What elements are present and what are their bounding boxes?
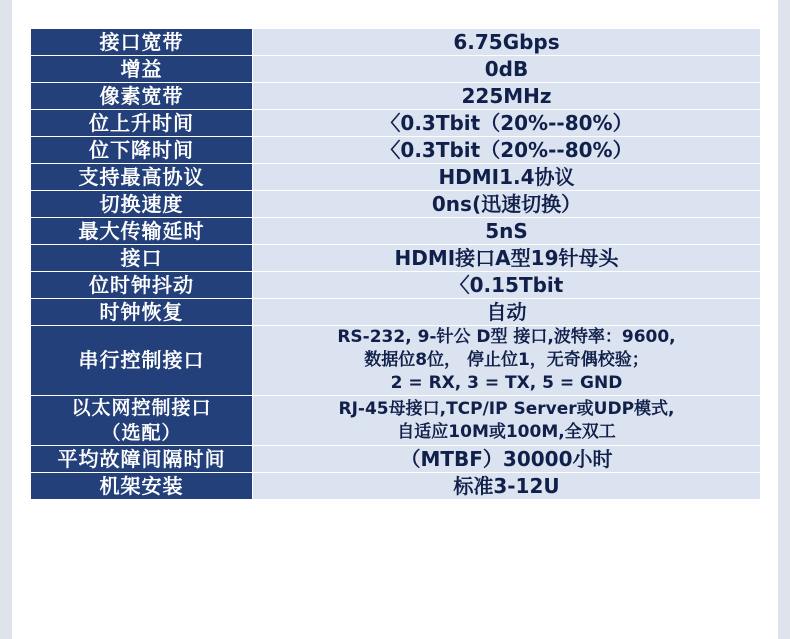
spec-value-cell [253, 473, 761, 500]
spec-value-cell [253, 326, 761, 396]
spec-value-line: RS-232, 9-针公 D型 接口,波特率：9600, [337, 327, 676, 347]
spec-label-cell [31, 395, 253, 445]
spec-label-cell [31, 326, 253, 396]
spec-value-cell [253, 446, 761, 473]
spec-label-line: （选配） [101, 421, 182, 444]
spec-value-cell [253, 272, 761, 299]
spec-table-body [31, 29, 761, 500]
table-row [31, 326, 761, 396]
table-row [31, 272, 761, 299]
spec-value-line: RJ-45母接口,TCP/IP Server或UDP模式, [338, 398, 675, 419]
spec-value-line: 225MHz [461, 84, 552, 108]
spec-label-line: 位上升时间 [89, 110, 194, 135]
spec-value-cell [253, 137, 761, 164]
spec-label-cell [31, 299, 253, 326]
spec-value-line: 〈0.3Tbit（20%--80%） [380, 138, 633, 162]
spec-value-cell [253, 164, 761, 191]
spec-label-line: 以太网控制接口 [71, 396, 212, 419]
spec-label-cell [31, 191, 253, 218]
spec-value-cell [253, 29, 761, 56]
spec-value-line: 0ns(迅速切换） [431, 192, 582, 216]
table-row [31, 56, 761, 83]
spec-label-cell [31, 29, 253, 56]
spec-table-container [30, 28, 760, 500]
spec-value-cell [253, 245, 761, 272]
spec-value-line: 6.75Gbps [453, 30, 560, 54]
spec-label-cell [31, 446, 253, 473]
spec-label-line: 平均故障间隔时间 [57, 446, 226, 471]
table-row [31, 83, 761, 110]
table-row [31, 446, 761, 473]
spec-value-cell [253, 83, 761, 110]
spec-value-cell [253, 218, 761, 245]
spec-label-cell [31, 56, 253, 83]
spec-label-cell [31, 83, 253, 110]
table-row [31, 395, 761, 445]
spec-label-cell [31, 272, 253, 299]
spec-label-line: 支持最高协议 [78, 164, 205, 189]
table-row [31, 164, 761, 191]
spec-label-line: 串行控制接口 [78, 347, 205, 372]
spec-value-line: HDMI1.4协议 [438, 165, 575, 189]
spec-label-line: 时钟恢复 [99, 299, 184, 324]
page-right-margin [778, 0, 790, 639]
spec-value-line: 0dB [484, 57, 529, 81]
spec-value-line: HDMI接口A型19针母头 [394, 246, 619, 270]
spec-label-line: 接口 [120, 245, 163, 270]
page-left-margin [0, 0, 12, 639]
spec-label-line: 位下降时间 [89, 137, 194, 162]
table-row [31, 110, 761, 137]
spec-value-line: （MTBF）30000小时 [400, 447, 613, 472]
spec-value-line: 〈0.15Tbit [449, 273, 564, 297]
spec-value-line: 〈0.3Tbit（20%--80%） [380, 111, 633, 135]
spec-value-cell [253, 56, 761, 83]
spec-table [30, 28, 761, 500]
spec-value-line: 自动 [486, 300, 527, 324]
spec-label-line: 接口宽带 [99, 29, 184, 54]
table-row [31, 218, 761, 245]
spec-value-cell [253, 191, 761, 218]
spec-value-line: 2 = RX, 3 = TX, 5 = GND [390, 372, 623, 393]
spec-value-cell [253, 299, 761, 326]
spec-label-cell [31, 110, 253, 137]
spec-label-line: 机架安装 [99, 473, 184, 498]
spec-label-line: 像素宽带 [99, 83, 184, 108]
spec-label-cell [31, 245, 253, 272]
spec-label-line: 位时钟抖动 [89, 272, 194, 297]
spec-label-cell [31, 218, 253, 245]
spec-value-line: 数据位8位， 停止位1，无奇偶校验； [364, 349, 649, 370]
table-row [31, 191, 761, 218]
spec-label-cell [31, 164, 253, 191]
spec-value-cell [253, 110, 761, 137]
spec-value-line: 标准3-12U [453, 474, 560, 499]
spec-label-cell [31, 137, 253, 164]
table-row [31, 137, 761, 164]
table-row [31, 245, 761, 272]
table-row [31, 473, 761, 500]
spec-label-line: 切换速度 [99, 191, 184, 216]
spec-label-cell [31, 473, 253, 500]
spec-value-line: 自适应10M或100M,全双工 [397, 421, 616, 442]
table-row [31, 29, 761, 56]
spec-label-line: 最大传输延时 [78, 218, 205, 243]
spec-value-cell [253, 395, 761, 445]
spec-label-line: 增益 [120, 56, 163, 81]
table-row [31, 299, 761, 326]
spec-value-line: 5nS [485, 219, 528, 243]
